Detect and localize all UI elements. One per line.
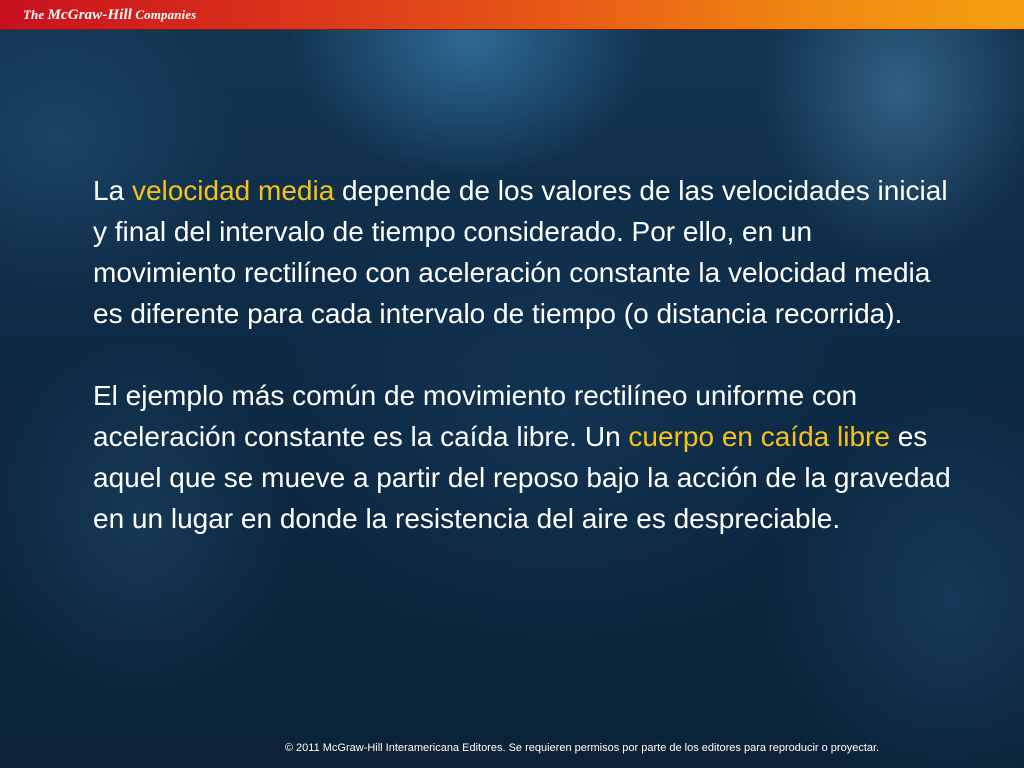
- copyright-notice: © 2011 McGraw-Hill Interamericana Editores. Se requieren permisos por parte de los editores para reproducir o proyectar.: [284, 742, 880, 754]
- brand-logo: [23, 7, 196, 24]
- paragraph2-text-a: El ejemplo más común de movimiento rectilíneo uniforme con aceleración constante es la caída libre. Un: [93, 380, 858, 452]
- paragraph-velocidad-media: [93, 170, 963, 334]
- paragraph1-text-a: La: [93, 175, 132, 206]
- highlight-cuerpo-caida-libre: cuerpo en caída libre: [628, 421, 890, 452]
- brand-suffix: Companies: [135, 7, 197, 22]
- slide-body: [93, 170, 963, 539]
- paragraph2-text-b: es aquel que se mueve a partir del reposo bajo la acción de la gravedad en un lugar en donde la resistencia del aire es despreciable.: [93, 421, 951, 534]
- brand-name: McGraw-Hill: [47, 7, 133, 23]
- paragraph-caida-libre: [93, 375, 963, 539]
- paragraph1-text-b: depende de los valores de las velocidades inicial y final del intervalo de tiempo considerado. Por ello, en un movimiento rectilíneo con aceleración constante la velocidad media es diferente para cada intervalo de tiempo (o distancia recorrida).: [93, 175, 948, 329]
- highlight-velocidad-media: velocidad media: [131, 175, 335, 206]
- header-bar: [0, 0, 1024, 30]
- brand-prefix: The: [23, 7, 45, 22]
